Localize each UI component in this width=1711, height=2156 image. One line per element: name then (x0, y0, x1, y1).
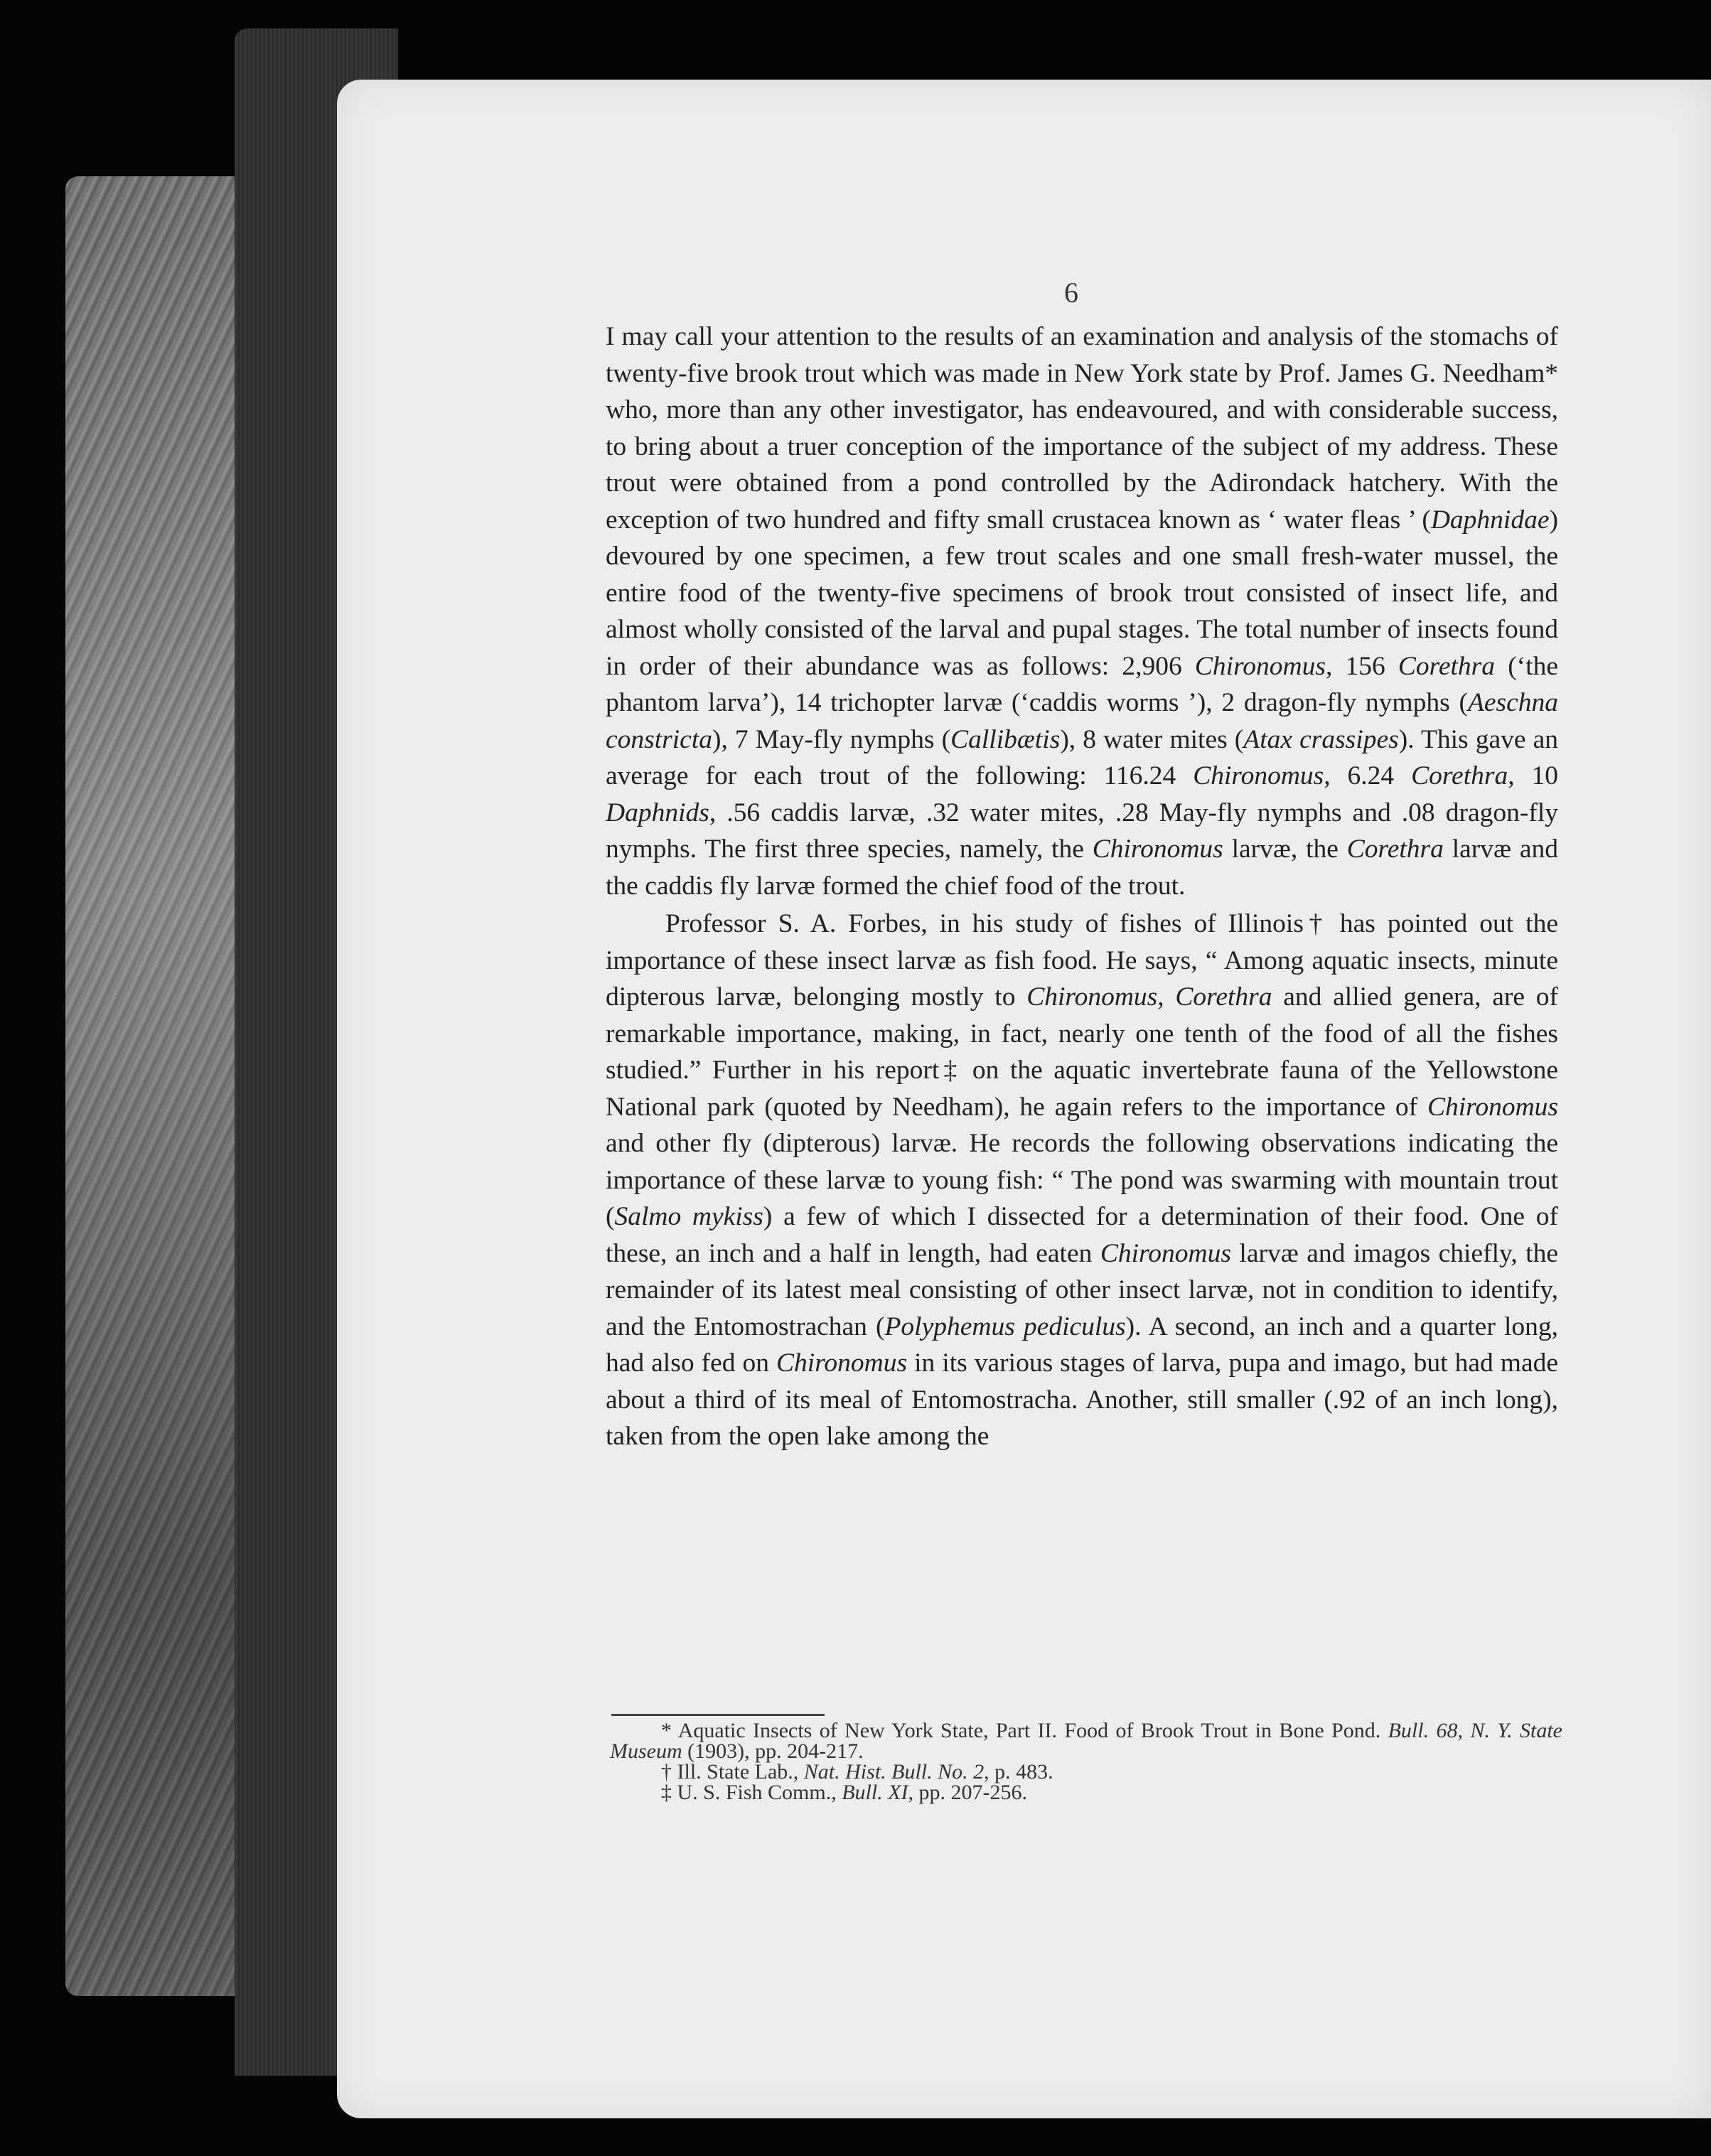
text-run: * Aquatic Insects of New York State, Part II. Food of Brook Trout in Bone Pond. (661, 1719, 1388, 1742)
text-run: ) devoured by one specimen, a few trout scales and one small fresh-water mussel, the entire food of the twenty-five specimens of brook trout consisted of insect life, and almost wholly consisted of the larval and pupal stages. The total number of insects found in order of their abundance was as follows: 2,906 (606, 505, 1558, 681)
text-run: , 156 (1325, 651, 1398, 681)
text-run: , 6.24 (1324, 761, 1412, 790)
italic-text: Daphnidae (1430, 505, 1550, 535)
footnote (610, 1720, 1562, 1761)
text-run: ‡ U. S. Fish Comm., (661, 1781, 842, 1804)
text-run: I may call your attention to the results of an examination and analysis of the stomachs of twenty-five brook trout which was made in New York state by Prof. James G. Needham* who, more than any other investigator, has endeavoured, and with considerable success, to bring about a truer conception of the importance of the subject of my address. These trout were obtained from a pond controlled by the Adirondack hatchery. With the exception of two hundred and fifty small crustacea known as ‘ water fleas ’ ( (606, 322, 1558, 535)
text-run: larvæ and imagos chiefly, the remainder of its latest meal consisting of other insect larvæ, not in condition to identify, and the Entomostrachan ( (606, 1238, 1558, 1341)
text-run: and allied genera, are of remarkable importance, making, in fact, nearly one tenth of the food of all the fishes studied.” Further in his report‡ on the aquatic invertebrate fauna of the Yellowstone National park (quoted by Needham), he again refers to the importance of (606, 982, 1558, 1122)
text-run: and other fly (dipterous) larvæ. He records the following observations indicating the importance of these larvæ to young fish: “ The pond was swarming with mountain trout ( (606, 1129, 1558, 1231)
text-run: , .56 caddis larvæ, .32 water mites, .28 May-fly nymphs and .08 dragon-fly nymphs. The first three species, namely, the (606, 798, 1558, 864)
text-run: larvæ, the (1223, 835, 1347, 864)
text-run: † Ill. State Lab., (661, 1760, 804, 1784)
italic-text: Aeschna constricta (606, 688, 1558, 754)
body-text (606, 318, 1558, 1455)
text-run: (‘the phantom larva’), 14 trichopter larvæ (‘caddis worms ’), 2 dragon-fly nymphs ( (606, 651, 1558, 717)
italic-text: Chironomus (1427, 1092, 1558, 1122)
page-number: 6 (1064, 277, 1078, 309)
footnote (610, 1761, 1562, 1782)
italic-text: Callibætis (950, 724, 1061, 754)
text-run: ) a few of which I dissected for a determination of their food. One of these, an inch and a half in length, had eaten (606, 1202, 1558, 1268)
italic-text: Polyphemus pediculus (884, 1312, 1126, 1341)
italic-text: Chironomus (776, 1348, 908, 1378)
italic-text: Corethra (1411, 761, 1508, 790)
italic-text: Chironomus (1194, 651, 1326, 681)
italic-text: Atax crassipes (1243, 724, 1399, 754)
text-run: in its various stages of larva, pupa and imago, but had made about a third of its meal of Entomostracha. Another, still smaller (.92 of an inch long), taken from the open lake among the (606, 1348, 1558, 1451)
footnote-divider (611, 1714, 825, 1716)
paragraph (606, 318, 1558, 904)
text-run: (1903), pp. 204-217. (682, 1739, 864, 1763)
italic-text: Chironomus (1092, 835, 1223, 864)
text-run: Professor S. A. Forbes, in his study of fishes of Illinois† has pointed out the importance of these insect larvæ as fish food. He says, “ Among aquatic insects, minute dipterous larvæ, belonging mostly to (606, 909, 1558, 1012)
text-run: ), 8 water mites ( (1060, 724, 1244, 754)
text-run: ). This gave an average for each trout of the following: 116.24 (606, 724, 1558, 790)
italic-text: Salmo mykiss (614, 1202, 763, 1231)
text-run: , (1157, 982, 1176, 1012)
italic-text: Bull. 68, N. Y. State Museum (610, 1719, 1562, 1763)
italic-text: Corethra (1175, 982, 1272, 1012)
footnote (610, 1782, 1562, 1803)
text-run: , pp. 207-256. (908, 1781, 1028, 1804)
text-run: , p. 483. (984, 1760, 1053, 1784)
italic-text: Chironomus (1100, 1238, 1231, 1268)
text-run: ), 7 May-fly nymphs ( (712, 724, 951, 754)
text-run: ). A second, an inch and a quarter long, had also fed on (606, 1312, 1558, 1378)
paragraph (606, 906, 1558, 1455)
italic-text: Bull. XI (842, 1781, 908, 1804)
text-run: , 10 (1508, 761, 1559, 790)
italic-text: Corethra (1346, 835, 1444, 864)
text-run: larvæ and the caddis fly larvæ formed the chief food of the trout. (606, 835, 1558, 901)
italic-text: Corethra (1398, 651, 1496, 681)
italic-text: Chironomus (1026, 982, 1158, 1012)
italic-text: Daphnids (606, 798, 709, 827)
italic-text: Chironomus (1193, 761, 1324, 790)
italic-text: Nat. Hist. Bull. No. 2 (803, 1760, 985, 1784)
footnotes (610, 1720, 1562, 1803)
